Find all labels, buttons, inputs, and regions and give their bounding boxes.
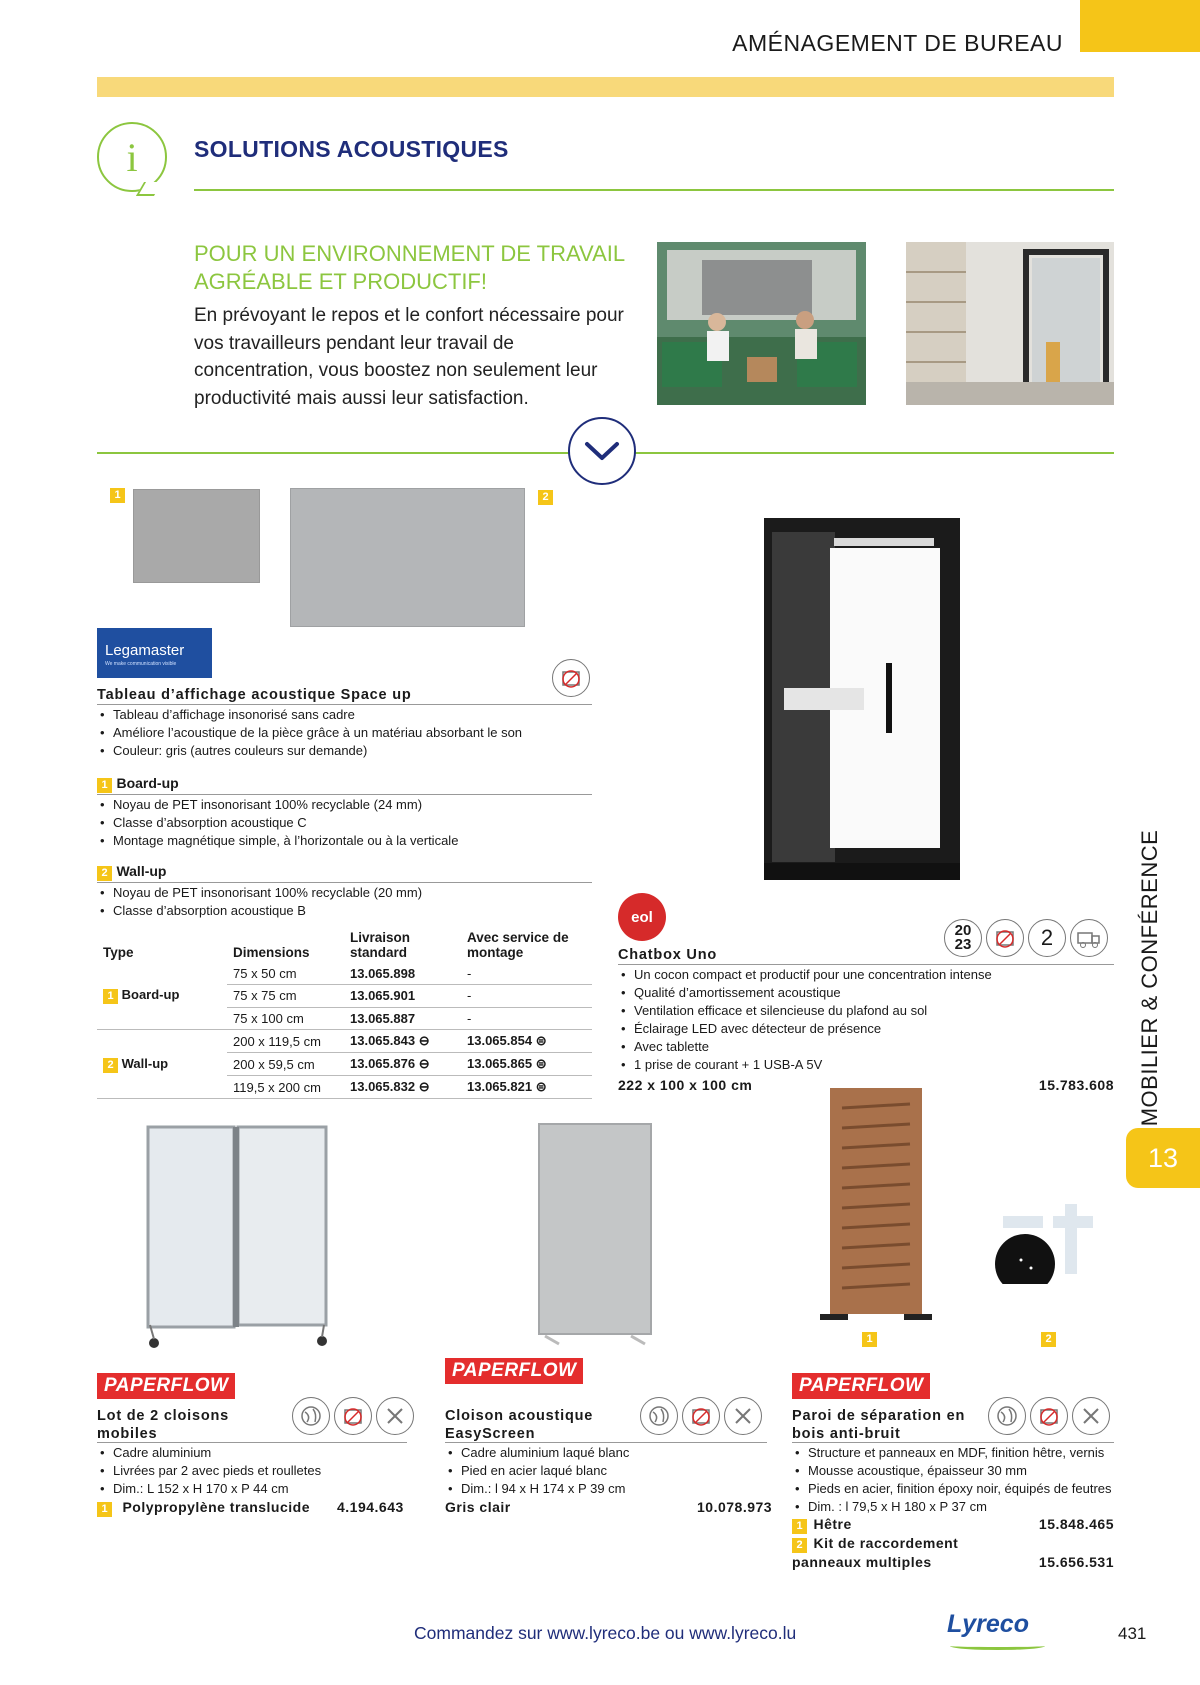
list-item: • Cadre aluminium xyxy=(97,1444,407,1462)
list-item: • Noyau de PET insonorisant 100% recyclable (20 mm) xyxy=(97,884,592,902)
list-item: • Classe d’absorption acoustique B xyxy=(97,902,592,920)
mont-cell: - xyxy=(461,1007,592,1030)
variant-label: Kit de raccordement xyxy=(813,1535,959,1551)
list-item: • 1 prise de courant + 1 USB-A 5V xyxy=(618,1056,1114,1074)
no-box-icon xyxy=(682,1397,720,1435)
cloisons-variant xyxy=(97,1499,310,1517)
type-badge: 1 xyxy=(103,989,118,1004)
divider-right xyxy=(634,452,1114,454)
variant-label: Polypropylène translucide xyxy=(122,1499,311,1515)
office-photo-meeting xyxy=(657,242,866,405)
paroi-icons xyxy=(988,1397,1110,1435)
corner-tab xyxy=(1080,0,1200,52)
mont-cell: - xyxy=(461,985,592,1008)
board-up-subtitle xyxy=(97,775,179,793)
tools-icon xyxy=(376,1397,414,1435)
mont-cell: - xyxy=(461,962,592,985)
info-icon: i xyxy=(97,122,167,192)
code-cell: 13.065.898 xyxy=(344,962,461,985)
board-up-rule xyxy=(97,794,592,795)
type-label: Board-up xyxy=(121,987,180,1002)
code-value: 13.065.865 xyxy=(467,1056,533,1071)
space-up-icons xyxy=(552,659,590,697)
tools-icon xyxy=(724,1397,762,1435)
dim-cell: 119,5 x 200 cm xyxy=(227,1076,344,1099)
connector-kit-image xyxy=(995,1194,1103,1284)
code-cell xyxy=(344,1076,461,1099)
intro-text: En prévoyant le repos et le confort nécessaire pour vos travailleurs pendant leur travail de concentration, vous boostez non seulement leur productivité mais aussi leur satisfaction. xyxy=(194,305,624,409)
list-item: • Qualité d’amortissement acoustique xyxy=(618,984,1114,1002)
list-item: • Classe d’absorption acoustique C xyxy=(97,814,592,832)
code-cell xyxy=(344,1030,461,1053)
easyscreen-image xyxy=(537,1122,655,1346)
list-item: • Pieds en acier, finition époxy noir, équipés de feutres xyxy=(792,1480,1114,1498)
year-bottom: 23 xyxy=(954,936,972,953)
easyscreen-variant: Gris clair xyxy=(445,1499,511,1515)
truck-icon: ⊖ xyxy=(418,1056,430,1071)
table-row xyxy=(97,962,592,985)
chevron-down-icon xyxy=(584,440,620,462)
list-item: • Éclairage LED avec détecteur de présence xyxy=(618,1020,1114,1038)
variant-badge: 2 xyxy=(792,1538,807,1553)
type-badge: 2 xyxy=(103,1058,118,1073)
year-2023-icon xyxy=(944,919,982,957)
easyscreen-price: 10.078.973 xyxy=(697,1499,773,1515)
type-label: Wall-up xyxy=(121,1055,169,1071)
wall-up-label: Wall-up xyxy=(116,863,167,879)
legamaster-tagline: We make communication visible xyxy=(105,661,177,667)
table-header: Type xyxy=(103,945,134,960)
paroi-price-1: 15.848.465 xyxy=(1038,1516,1114,1532)
cloisons-title: Lot de 2 cloisons mobiles xyxy=(97,1408,230,1442)
table-header: Livraison standard xyxy=(350,930,411,960)
list-item: • Dim.: l 94 x H 174 x P 39 cm xyxy=(445,1480,767,1498)
section-title: SOLUTIONS ACOUSTIQUES xyxy=(194,136,509,162)
page-number: 431 xyxy=(1118,1624,1147,1643)
list-item: • Cadre aluminium laqué blanc xyxy=(445,1444,767,1462)
side-category-label xyxy=(1135,829,1165,1127)
code-value: 13.065.843 xyxy=(350,1033,416,1048)
list-item: • Structure et panneaux en MDF, finition hêtre, vernis xyxy=(792,1444,1114,1462)
easyscreen-icons xyxy=(640,1397,762,1435)
badge-board-up: 1 xyxy=(110,488,125,503)
list-item: • Ventilation efficace et silencieuse du plafond au sol xyxy=(618,1002,1114,1020)
list-item: • Dim.: L 152 x H 170 x P 44 cm xyxy=(97,1480,407,1498)
cloisons-image xyxy=(144,1125,332,1351)
wall-up-bullets xyxy=(97,884,592,920)
badge-paroi-2: 2 xyxy=(1041,1332,1056,1347)
badge-wall-up-sub: 2 xyxy=(97,866,112,881)
truck-icon: ⊖ xyxy=(418,1033,430,1048)
chatbox-icons xyxy=(944,919,1108,957)
table-header-row xyxy=(97,928,592,962)
legamaster-brand-text: Legamaster xyxy=(105,642,185,659)
paroi-rule xyxy=(792,1442,1114,1443)
chatbox-dims: 222 x 100 x 100 cm xyxy=(618,1077,753,1093)
list-item: • Améliore l’acoustique de la pièce grâce à un matériau absorbant le son xyxy=(97,724,592,742)
globe-icon xyxy=(640,1397,678,1435)
section-divider xyxy=(194,189,1114,191)
paperflow-logo: PAPERFLOW xyxy=(97,1373,235,1399)
paroi-bullets xyxy=(792,1444,1114,1516)
variant-badge: 1 xyxy=(97,1502,112,1517)
badge-board-up-sub: 1 xyxy=(97,778,112,793)
table-header: Dimensions xyxy=(233,945,310,960)
no-box-icon xyxy=(552,659,590,697)
easyscreen-bullets xyxy=(445,1444,767,1498)
paroi-variant-1 xyxy=(792,1516,852,1534)
dim-cell: 200 x 119,5 cm xyxy=(227,1030,344,1053)
list-item: • Tableau d’affichage insonorisé sans cadre xyxy=(97,706,592,724)
footer-order-text: Commandez sur www.lyreco.be ou www.lyreco.lu xyxy=(414,1623,797,1643)
year-top: 20 xyxy=(954,922,972,939)
dim-cell: 200 x 59,5 cm xyxy=(227,1053,344,1076)
mont-cell xyxy=(461,1053,592,1076)
paroi-variant-2 xyxy=(792,1535,958,1553)
variant-badge: 1 xyxy=(792,1519,807,1534)
badge-wall-up: 2 xyxy=(538,490,553,505)
assembly-icon: ⊜ xyxy=(535,1056,547,1071)
space-up-table xyxy=(97,928,592,1099)
cloisons-price: 4.194.643 xyxy=(337,1499,404,1515)
lyreco-logo: Lyreco xyxy=(947,1610,1029,1638)
chatbox-rule xyxy=(618,964,1114,965)
truck-icon: ⊖ xyxy=(418,1079,430,1094)
no-box-icon xyxy=(334,1397,372,1435)
assembly-icon: ⊜ xyxy=(535,1079,547,1094)
list-item: • Montage magnétique simple, à l’horizontale ou à la verticale xyxy=(97,832,592,850)
lyreco-swoosh xyxy=(950,1642,1045,1650)
dim-cell: 75 x 75 cm xyxy=(227,985,344,1008)
code-cell: 13.065.901 xyxy=(344,985,461,1008)
code-cell xyxy=(344,1053,461,1076)
board-up-label: Board-up xyxy=(116,775,179,791)
chatbox-bullets xyxy=(618,966,1114,1074)
warranty-icon: 2 xyxy=(1028,919,1066,957)
wall-up-subtitle xyxy=(97,863,166,881)
space-up-bullets xyxy=(97,706,592,760)
cloisons-icons xyxy=(292,1397,414,1435)
assembly-icon: ⊜ xyxy=(535,1033,547,1048)
cloisons-rule xyxy=(97,1442,407,1443)
badge-paroi-1: 1 xyxy=(862,1332,877,1347)
board-up-bullets xyxy=(97,796,592,850)
paroi-image xyxy=(820,1088,932,1336)
paroi-title: Paroi de séparation en bois anti-bruit xyxy=(792,1408,966,1442)
intro-heading: POUR UN ENVIRONNEMENT DE TRAVAIL AGRÉABLE ET PRODUCTIF! xyxy=(194,241,625,294)
chatbox-price: 15.783.608 xyxy=(1038,1077,1114,1093)
cloisons-bullets xyxy=(97,1444,407,1498)
table-header: Avec service de montage xyxy=(467,930,569,960)
no-box-icon xyxy=(1030,1397,1068,1435)
table-row xyxy=(97,1030,592,1053)
code-value: 13.065.821 xyxy=(467,1079,533,1094)
paperflow-logo: PAPERFLOW xyxy=(792,1373,930,1399)
code-value: 13.065.854 xyxy=(467,1033,533,1048)
paperflow-logo: PAPERFLOW xyxy=(445,1358,583,1384)
eol-badge: eol xyxy=(618,893,666,941)
chapter-tab: 13 xyxy=(1126,1128,1200,1188)
type-cell xyxy=(97,1030,227,1099)
wall-up-rule xyxy=(97,882,592,883)
tools-icon xyxy=(1072,1397,1110,1435)
list-item: • Un cocon compact et productif pour une concentration intense xyxy=(618,966,1114,984)
mont-cell xyxy=(461,1076,592,1099)
list-item: • Noyau de PET insonorisant 100% recyclable (24 mm) xyxy=(97,796,592,814)
dim-cell: 75 x 50 cm xyxy=(227,962,344,985)
office-photo-booth xyxy=(906,242,1114,405)
globe-icon xyxy=(292,1397,330,1435)
mont-cell xyxy=(461,1030,592,1053)
paroi-variant-2-line2: panneaux multiples xyxy=(792,1554,932,1570)
variant-label: Hêtre xyxy=(813,1516,852,1532)
code-value: 13.065.876 xyxy=(350,1056,416,1071)
list-item: • Dim. : l 79,5 x H 180 x P 37 cm xyxy=(792,1498,1114,1516)
type-cell xyxy=(97,962,227,1030)
list-item: • Couleur: gris (autres couleurs sur demande) xyxy=(97,742,592,760)
list-item: • Avec tablette xyxy=(618,1038,1114,1056)
easyscreen-rule xyxy=(445,1442,767,1443)
chatbox-title: Chatbox Uno xyxy=(618,947,718,963)
globe-icon xyxy=(988,1397,1026,1435)
wall-up-image xyxy=(290,488,525,627)
legamaster-logo xyxy=(97,628,212,678)
list-item: • Mousse acoustique, épaisseur 30 mm xyxy=(792,1462,1114,1480)
header-divider xyxy=(97,77,1114,97)
divider-left xyxy=(97,452,570,454)
side-category-text: MOBILIER & CONFÉRENCE xyxy=(1137,829,1162,1127)
board-up-image xyxy=(133,489,260,583)
code-value: 13.065.832 xyxy=(350,1079,416,1094)
dim-cell: 75 x 100 cm xyxy=(227,1007,344,1030)
space-up-title: Tableau d’affichage acoustique Space up xyxy=(97,687,412,703)
page-header-title: AMÉNAGEMENT DE BUREAU xyxy=(732,30,1063,56)
chatbox-image xyxy=(764,518,960,880)
easyscreen-title: Cloison acoustique EasyScreen xyxy=(445,1408,594,1442)
scroll-down-button[interactable] xyxy=(568,417,636,485)
list-item: • Pied en acier laqué blanc xyxy=(445,1462,767,1480)
delivery-icon xyxy=(1070,919,1108,957)
no-box-icon xyxy=(986,919,1024,957)
list-item: • Livrées par 2 avec pieds et roulletes xyxy=(97,1462,407,1480)
code-cell: 13.065.887 xyxy=(344,1007,461,1030)
paroi-price-2: 15.656.531 xyxy=(1038,1554,1114,1570)
space-up-rule xyxy=(97,704,592,705)
